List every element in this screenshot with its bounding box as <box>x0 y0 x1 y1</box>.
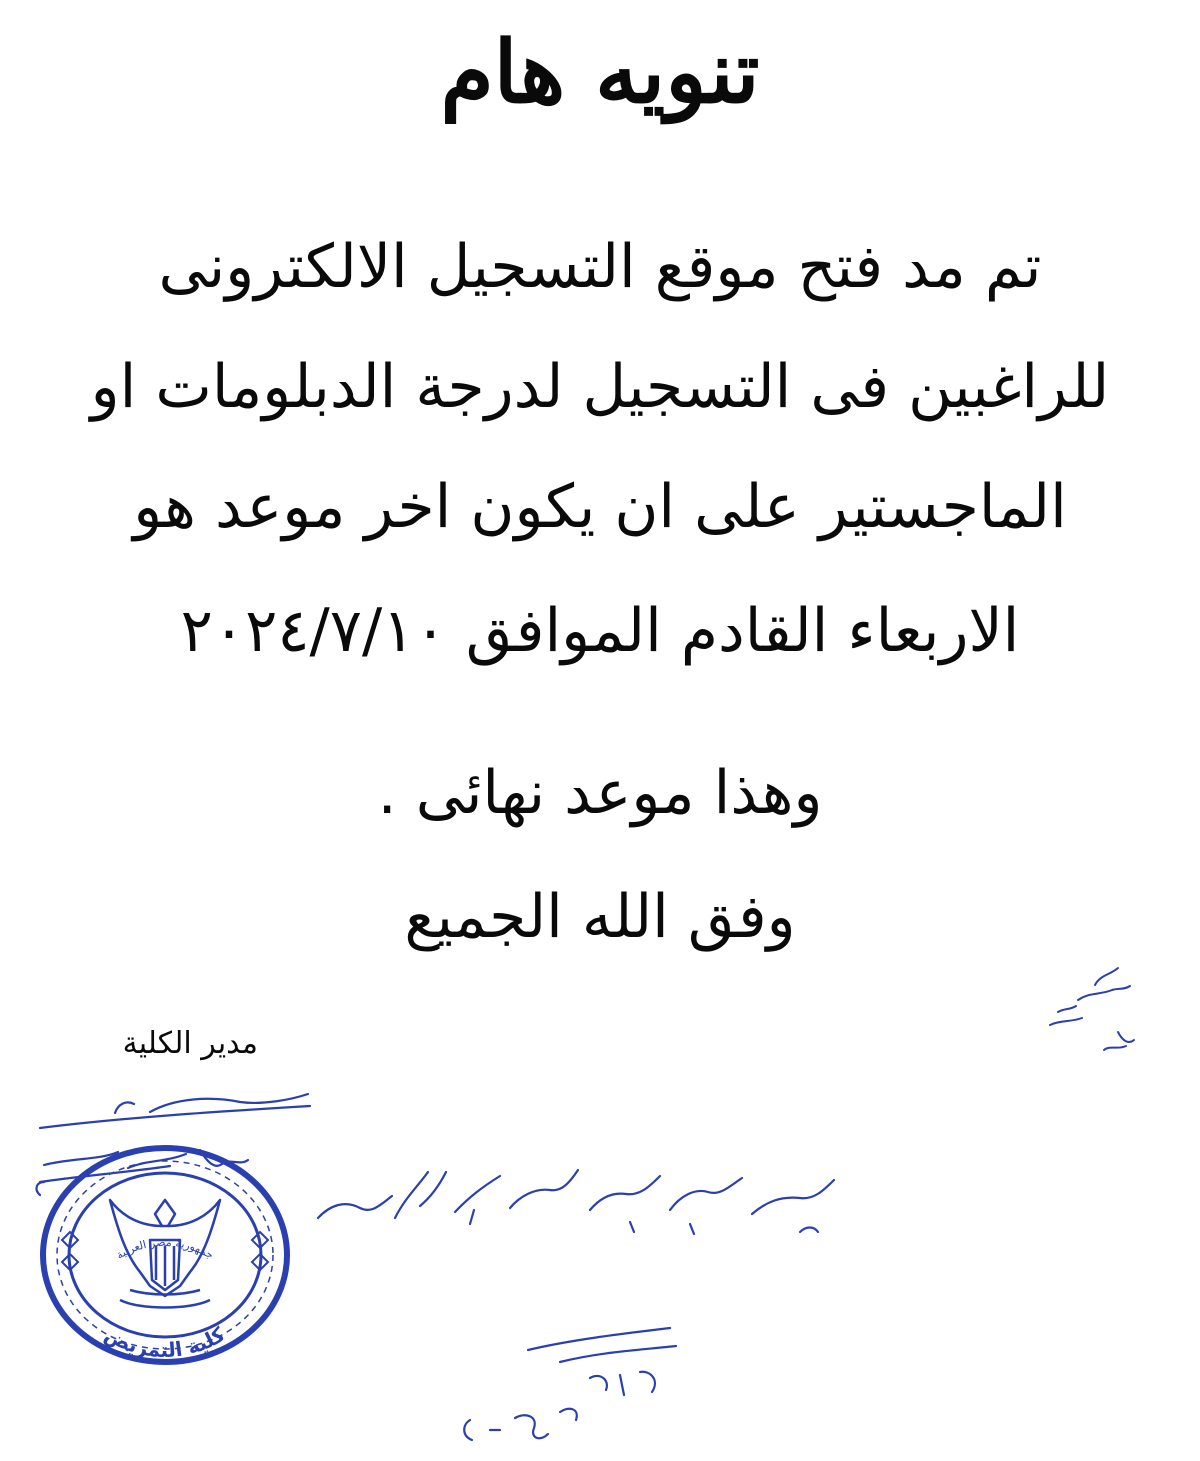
official-stamp <box>43 1148 287 1362</box>
notice-title: تنويه هام <box>440 22 760 123</box>
notice-line-5: وهذا موعد نهائى . <box>377 758 823 828</box>
stamp-text-top: جمهورية مصر العربية <box>113 1235 217 1262</box>
handwritten-approval-note <box>318 1170 834 1234</box>
notice-line-2: للراغبين فى التسجيل لدرجة الدبلومات او <box>90 352 1110 422</box>
notice-line-4-date: الاربعاء القادم الموافق ٢٠٢٤/٧/١٠ <box>180 596 1020 666</box>
margin-note-signature <box>1050 968 1134 1050</box>
notice-line-3: الماجستير على ان يكون اخر موعد هو <box>133 472 1067 542</box>
director-signature <box>37 1094 310 1195</box>
stamp-text-bottom: كلية التمريض <box>100 1321 230 1362</box>
eagle-emblem-icon <box>110 1200 220 1308</box>
director-title: مدير الكلية <box>122 1026 258 1061</box>
svg-text:جمهورية مصر العربية <box>114 1236 216 1262</box>
svg-text:كلية التمريض <box>101 1322 229 1362</box>
notice-line-6-closing: وفق الله الجميع <box>404 882 796 952</box>
handwritten-date <box>464 1328 676 1440</box>
notice-line-1: تم مد فتح موقع التسجيل الالكترونى <box>158 232 1042 302</box>
